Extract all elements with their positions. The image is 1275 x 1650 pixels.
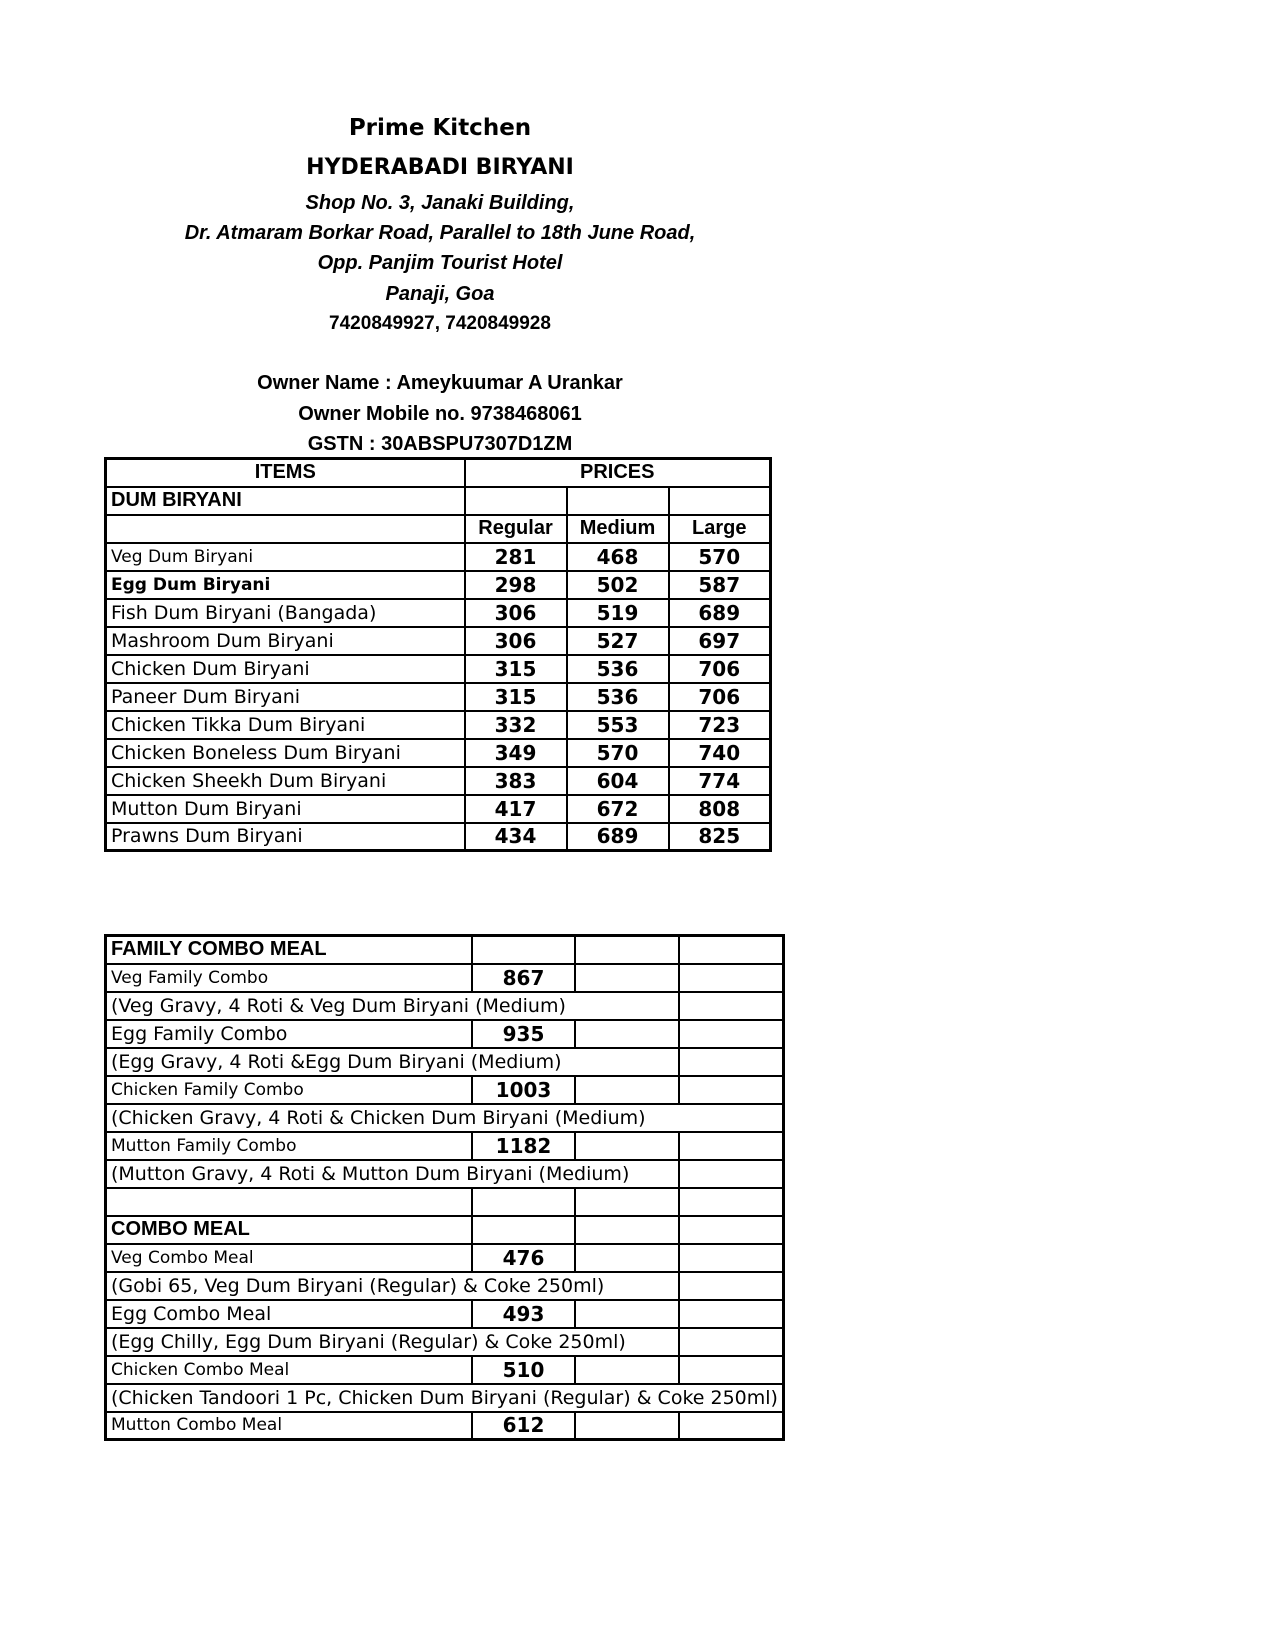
item-name: Veg Combo Meal <box>106 1244 472 1272</box>
section-title: COMBO MEAL <box>106 1216 472 1244</box>
table-row <box>106 543 771 571</box>
item-name: Mashroom Dum Biryani <box>106 627 465 655</box>
price-large: 706 <box>669 683 771 711</box>
item-name: Chicken Sheekh Dum Biryani <box>106 767 465 795</box>
price-medium: 536 <box>567 655 669 683</box>
restaurant-name: Prime Kitchen <box>348 115 532 141</box>
price-medium: 468 <box>567 543 669 571</box>
item-name: Chicken Family Combo <box>106 1076 472 1104</box>
address-line: Opp. Panjim Tourist Hotel <box>317 252 563 274</box>
item-description-row <box>106 1048 784 1076</box>
item-description: (Mutton Gravy, 4 Roti & Mutton Dum Biryani (Medium) <box>106 1160 680 1188</box>
price-regular: 281 <box>465 543 567 571</box>
item-description-row <box>106 992 784 1020</box>
price-regular: 306 <box>465 599 567 627</box>
section-row <box>106 487 771 515</box>
price-regular: 493 <box>472 1300 576 1328</box>
price-medium: 604 <box>567 767 669 795</box>
price-regular: 867 <box>472 964 576 992</box>
item-name: Chicken Dum Biryani <box>106 655 465 683</box>
price-large: 808 <box>669 795 771 823</box>
price-regular: 1003 <box>472 1076 576 1104</box>
price-large: 570 <box>669 543 771 571</box>
section-title: DUM BIRYANI <box>106 487 465 515</box>
price-regular: 612 <box>472 1412 576 1440</box>
price-regular: 1182 <box>472 1132 576 1160</box>
table-row <box>106 739 771 767</box>
price-large: 774 <box>669 767 771 795</box>
price-regular: 315 <box>465 655 567 683</box>
table-row <box>106 767 771 795</box>
item-name: Prawns Dum Biryani <box>106 823 465 851</box>
item-name: Mutton Dum Biryani <box>106 795 465 823</box>
price-medium: 502 <box>567 571 669 599</box>
combo-meal-price-table <box>104 934 785 1441</box>
table-row <box>106 711 771 739</box>
price-regular: 383 <box>465 767 567 795</box>
item-description: (Egg Chilly, Egg Dum Biryani (Regular) & Coke 250ml) <box>106 1328 680 1356</box>
table-row <box>106 823 771 851</box>
restaurant-subtitle: HYDERABADI BIRYANI <box>306 155 574 180</box>
address-line: Shop No. 3, Janaki Building, <box>305 192 575 214</box>
price-medium: 672 <box>567 795 669 823</box>
table-row <box>106 795 771 823</box>
blank-row <box>106 1188 784 1216</box>
item-name: Mutton Combo Meal <box>106 1412 472 1440</box>
table-row <box>106 1356 784 1384</box>
item-description-row <box>106 1328 784 1356</box>
price-medium: 570 <box>567 739 669 767</box>
price-large: 706 <box>669 655 771 683</box>
item-name: Veg Family Combo <box>106 964 472 992</box>
size-medium-header: Medium <box>567 515 669 543</box>
item-name: Chicken Boneless Dum Biryani <box>106 739 465 767</box>
address-line: Dr. Atmaram Borkar Road, Parallel to 18th June Road, <box>184 222 696 244</box>
owner-name: Owner Name : Ameykuumar A Urankar <box>257 372 623 394</box>
table-row <box>106 964 784 992</box>
item-name: Mutton Family Combo <box>106 1132 472 1160</box>
table-row <box>106 1132 784 1160</box>
prices-column-header: PRICES <box>465 459 771 487</box>
table-header-row <box>106 459 771 487</box>
item-name: Chicken Combo Meal <box>106 1356 472 1384</box>
price-large: 723 <box>669 711 771 739</box>
section-row <box>106 936 784 964</box>
size-large-header: Large <box>669 515 771 543</box>
item-name: Egg Combo Meal <box>106 1300 472 1328</box>
gstn-number: GSTN : 30ABSPU7307D1ZM <box>307 433 573 455</box>
price-medium: 536 <box>567 683 669 711</box>
phone-numbers: 7420849927, 7420849928 <box>329 313 551 334</box>
price-medium: 689 <box>567 823 669 851</box>
table-row <box>106 1300 784 1328</box>
table-row <box>106 599 771 627</box>
size-header-row <box>106 515 771 543</box>
price-regular: 417 <box>465 795 567 823</box>
table-row <box>106 1020 784 1048</box>
price-medium: 527 <box>567 627 669 655</box>
table-row <box>106 1412 784 1440</box>
size-regular-header: Regular <box>465 515 567 543</box>
address-line: Panaji, Goa <box>385 283 495 305</box>
item-description: (Veg Gravy, 4 Roti & Veg Dum Biryani (Medium) <box>106 992 680 1020</box>
table-row <box>106 655 771 683</box>
price-regular: 306 <box>465 627 567 655</box>
section-row <box>106 1216 784 1244</box>
items-column-header: ITEMS <box>106 459 465 487</box>
price-regular: 434 <box>465 823 567 851</box>
price-large: 697 <box>669 627 771 655</box>
item-description: (Egg Gravy, 4 Roti &Egg Dum Biryani (Medium) <box>106 1048 680 1076</box>
item-description-row <box>106 1160 784 1188</box>
item-description: (Gobi 65, Veg Dum Biryani (Regular) & Coke 250ml) <box>106 1272 680 1300</box>
price-large: 689 <box>669 599 771 627</box>
item-name: Fish Dum Biryani (Bangada) <box>106 599 465 627</box>
table-row <box>106 1076 784 1104</box>
price-medium: 519 <box>567 599 669 627</box>
price-regular: 349 <box>465 739 567 767</box>
item-description: (Chicken Tandoori 1 Pc, Chicken Dum Biryani (Regular) & Coke 250ml) <box>106 1384 784 1412</box>
price-large: 825 <box>669 823 771 851</box>
price-regular: 510 <box>472 1356 576 1384</box>
price-regular: 935 <box>472 1020 576 1048</box>
section-title: FAMILY COMBO MEAL <box>106 936 472 964</box>
table-row <box>106 683 771 711</box>
item-description: (Chicken Gravy, 4 Roti & Chicken Dum Biryani (Medium) <box>106 1104 784 1132</box>
item-description-row <box>106 1104 784 1132</box>
price-medium: 553 <box>567 711 669 739</box>
owner-mobile: Owner Mobile no. 9738468061 <box>298 403 582 425</box>
table-row <box>106 627 771 655</box>
table-row <box>106 1244 784 1272</box>
price-large: 587 <box>669 571 771 599</box>
price-regular: 298 <box>465 571 567 599</box>
dum-biryani-price-table <box>104 457 772 852</box>
item-name: Egg Family Combo <box>106 1020 472 1048</box>
item-name: Chicken Tikka Dum Biryani <box>106 711 465 739</box>
table-row <box>106 571 771 599</box>
price-large: 740 <box>669 739 771 767</box>
price-regular: 315 <box>465 683 567 711</box>
item-description-row <box>106 1272 784 1300</box>
item-name: Paneer Dum Biryani <box>106 683 465 711</box>
item-name: Egg Dum Biryani <box>106 571 465 599</box>
price-regular: 332 <box>465 711 567 739</box>
item-description-row <box>106 1384 784 1412</box>
item-name: Veg Dum Biryani <box>106 543 465 571</box>
price-regular: 476 <box>472 1244 576 1272</box>
